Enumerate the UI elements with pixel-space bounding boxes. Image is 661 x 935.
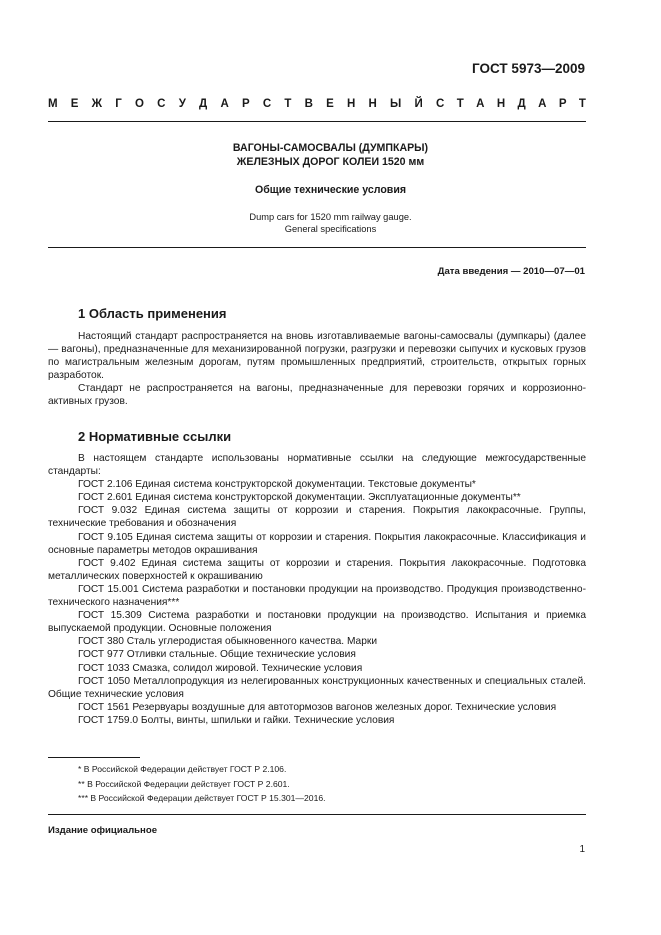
banner-letter: Н	[496, 98, 506, 110]
english-title-2: General specifications	[284, 224, 377, 234]
reference-item: ГОСТ 977 Отливки стальные. Общие технические условия	[78, 649, 356, 661]
banner-left	[48, 98, 423, 110]
subtitle: Общие технические условия	[254, 184, 407, 196]
top-rule	[48, 121, 586, 122]
banner-letter: С	[262, 98, 272, 110]
banner-letter: Р	[241, 98, 250, 110]
introduction-date: Дата введения — 2010—07—01	[437, 266, 585, 277]
banner-letter: Р	[558, 98, 567, 110]
banner-right	[436, 98, 586, 110]
footnote: * В Российской Федерации действует ГОСТ Р 2.106.	[78, 764, 287, 774]
section-2-heading: 2 Нормативные ссылки	[78, 429, 232, 444]
banner-letter: С	[436, 98, 445, 110]
banner-letter: Д	[517, 98, 526, 110]
banner-letter: С	[157, 98, 166, 110]
section-2-body	[48, 452, 586, 727]
page-number: 1	[579, 844, 585, 855]
banner-letter: Н	[346, 98, 356, 110]
footer-rule	[48, 814, 586, 815]
footnote: ** В Российской Федерации действует ГОСТ Р 2.601.	[78, 778, 290, 789]
banner-letter: А	[476, 98, 485, 110]
section-1-body	[48, 330, 586, 409]
section-1-heading: 1 Область применения	[78, 306, 227, 321]
banner-letter: Г	[115, 98, 122, 110]
banner-letter: А	[220, 98, 229, 110]
banner-letter: В	[304, 98, 313, 110]
english-title-1: Dump cars for 1520 mm railway gauge.	[249, 212, 412, 222]
footnotes	[78, 762, 326, 806]
banner-letter: А	[538, 98, 547, 110]
banner-letter: М	[48, 98, 58, 110]
banner-letter: Й	[414, 98, 423, 110]
official-edition-label: Издание официальное	[48, 825, 158, 836]
banner-letter: Е	[70, 98, 79, 110]
reference-item: ГОСТ 15.001 Система разработки и постановки продукции на производство. Продукция производственно-технического назначения***	[48, 583, 586, 609]
banner-letter: У	[178, 98, 186, 110]
reference-item: ГОСТ 9.032 Единая система защиты от коррозии и старения. Покрытия лакокрасочные. Группы, технические требования и обозначения	[48, 505, 586, 530]
reference-item: ГОСТ 380 Сталь углеродистая обыкновенного качества. Марки	[78, 636, 378, 648]
title-line-2: ЖЕЛЕЗНЫХ ДОРОГ КОЛЕИ 1520 мм	[236, 156, 425, 168]
banner-letter: Н	[368, 98, 377, 110]
title-line-1: ВАГОНЫ-САМОСВАЛЫ (ДУМПКАРЫ)	[232, 142, 429, 154]
reference-item: ГОСТ 1759.0 Болты, винты, шпильки и гайки. Технические условия	[78, 714, 395, 726]
banner-letter: Ы	[390, 98, 402, 110]
reference-item: ГОСТ 2.106 Единая система конструкторской документации. Текстовые документы*	[78, 479, 476, 491]
banner-letter: Т	[284, 98, 292, 110]
reference-item: ГОСТ 9.402 Единая система защиты от коррозии и старения. Покрытия лакокрасочные. Подготовка металлических поверхностей к окрашиванию	[48, 557, 586, 582]
banner-letter: Д	[199, 98, 208, 110]
reference-item: ГОСТ 15.309 Система разработки и постановки продукции на производство. Испытания и приемка выпускаемой продукции. Основные положения	[48, 610, 586, 635]
paragraph: Стандарт не распространяется на вагоны, предназначенные для перевозки горячих и коррозионно-активных грузов.	[48, 383, 586, 408]
reference-item: ГОСТ 1033 Смазка, солидол жировой. Технические условия	[78, 662, 363, 674]
footnote: *** В Российской Федерации действует ГОСТ Р 15.301—2016.	[78, 793, 326, 804]
reference-item: ГОСТ 2.601 Единая система конструкторской документации. Эксплуатационные документы**	[78, 492, 521, 504]
banner-letter: О	[135, 98, 144, 110]
banner-letter: Е	[326, 98, 334, 110]
banner-letter: Т	[456, 98, 464, 110]
title-rule	[48, 247, 586, 248]
footnote-rule	[48, 757, 140, 758]
paragraph: Настоящий стандарт распространяется на вновь изготавливаемые вагоны-самосвалы (думпкары) (далее — вагоны), предназначенные для механизированной погрузки, разгрузки и перевозки сыпучих и кусковых грузов по магистральным железным дорогам, путям промышленных предприятий, строительств, открытых горных разработок.	[48, 331, 586, 382]
banner-letter: Ж	[91, 98, 103, 110]
reference-item: ГОСТ 1561 Резервуары воздушные для автотормозов вагонов железных дорог. Технические условия	[78, 701, 557, 713]
paragraph: В настоящем стандарте использованы нормативные ссылки на следующие межгосударственные стандарты:	[48, 453, 586, 478]
standard-banner	[48, 98, 586, 110]
banner-letter: Т	[578, 98, 586, 110]
reference-item: ГОСТ 1050 Металлопродукция из нелегированных конструкционных качественных и специальных сталей. Общие технические условия	[48, 675, 586, 700]
document-code: ГОСТ 5973—2009	[472, 61, 585, 76]
reference-item: ГОСТ 9.105 Единая система защиты от коррозии и старения. Покрытия лакокрасочные. Классификация и основные параметры методов окрашивания	[48, 531, 586, 556]
